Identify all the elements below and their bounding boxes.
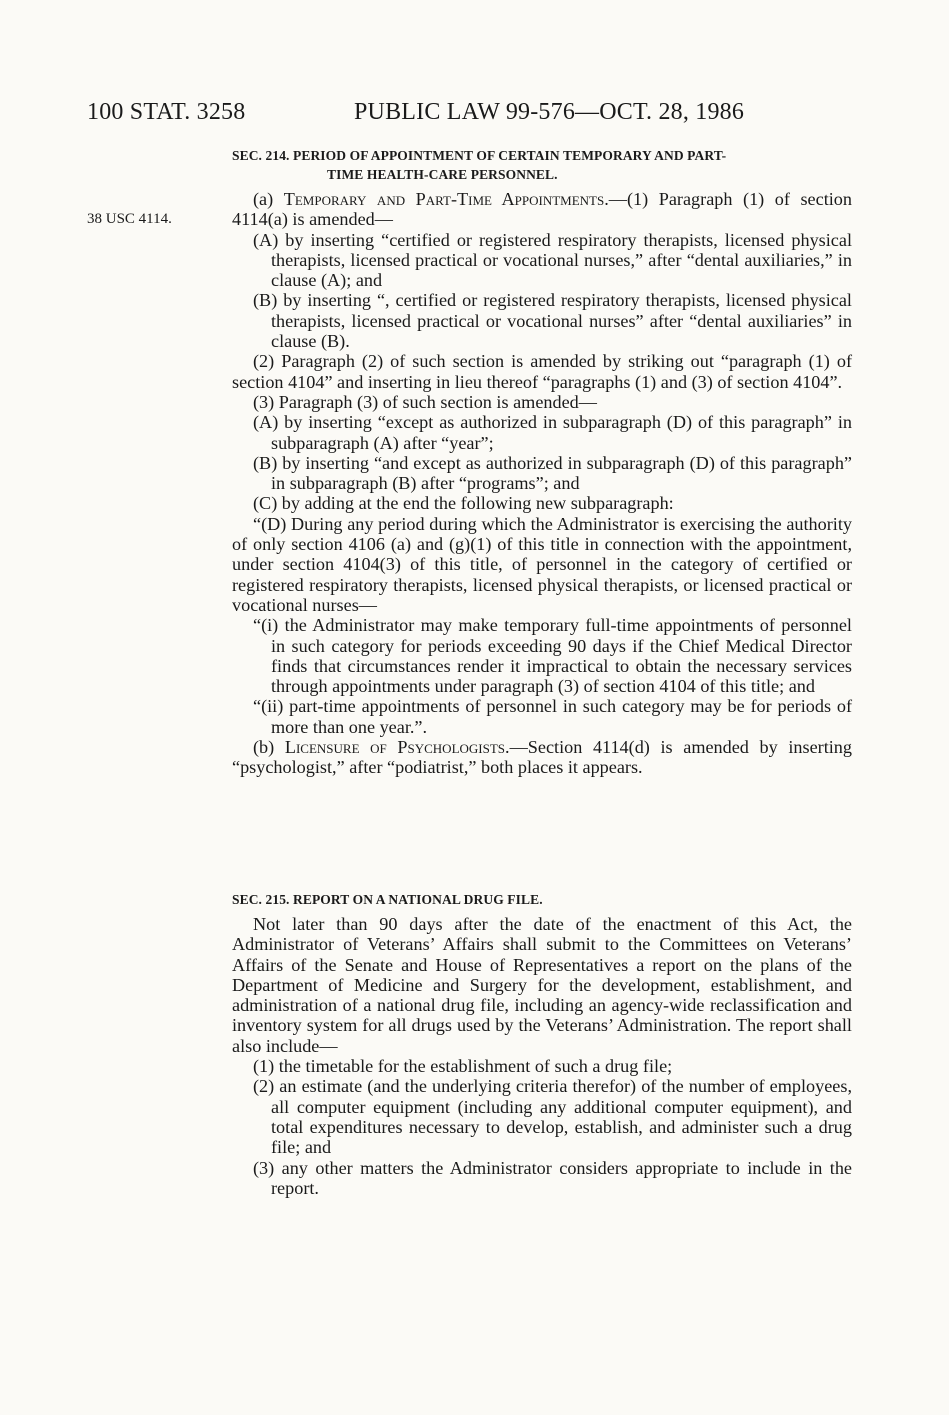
clause-a1A: (A) by inserting “certified or registered respiratory therapists, licensed physical therapists, licensed practical or vocational nurses,” after “dental auxiliaries,” in clause (A); and	[253, 229, 852, 291]
list-item-3: (3) any other matters the Administrator considers appropriate to include in the report.	[253, 1157, 852, 1198]
section-214-heading: SEC. 214. PERIOD OF APPOINTMENT OF CERTAIN TEMPORARY AND PART-	[232, 148, 727, 163]
subsection-b-label: (b)	[253, 737, 285, 758]
clause-a3C: (C) by adding at the end the following new subparagraph:	[253, 493, 674, 514]
list-item-1: (1) the timetable for the establishment of such a drug file;	[253, 1056, 673, 1077]
subsection-a	[232, 189, 852, 230]
subsection-b-caption: Licensure of Psychologists.	[284, 737, 510, 758]
section-215-body	[232, 914, 852, 1198]
section-215-intro: Not later than 90 days after the date of the enactment of this Act, the Administrator of Veterans’ Affairs shall submit to the Committees on Veterans’ Affairs of the Senate and House of Representatives a report on the plans of the Department of Medicine and Surgery for the development, establishment, and administration of a national drug file, including an agency-wide reclassification and inventory system for all drugs used by the Veterans’ Administration. The report shall also include—	[232, 914, 852, 1056]
subsection-b-text: —Section 4114(d) is amended by inserting “psychologist,” after “podiatrist,” both places it appears.	[232, 737, 852, 778]
running-header: PUBLIC LAW 99-576—OCT. 28, 1986	[354, 99, 745, 125]
subsection-a-caption: Temporary and Part-Time Appointments.	[283, 189, 609, 209]
subsection-b	[232, 737, 852, 778]
subsection-a-text: —(1) Paragraph (1) of section 4114(a) is amended—	[232, 189, 852, 230]
section-214-heading-continued: TIME HEALTH-CARE PERSONNEL.	[327, 167, 558, 182]
margin-citation: 38 USC 4114.	[87, 211, 172, 227]
paragraph-a3: (3) Paragraph (3) of such section is amended—	[253, 391, 597, 412]
section-214-body	[232, 189, 852, 778]
clause-D-i: “(i) the Administrator may make temporary full-time appointments of personnel in such category for periods exceeding 90 days if the Chief Medical Director finds that circumstances render it impractical to obtain the necessary services through appointments under paragraph (3) of section 4104 of this title; and	[253, 615, 852, 697]
statute-page-number: 100 STAT. 3258	[87, 99, 246, 125]
subsection-a-label: (a)	[253, 189, 284, 209]
list-item-2: (2) an estimate (and the underlying criteria therefor) of the number of employees, all computer equipment (including any additional computer equipment), and total expenditures necessary to develop, establish, and administer such a drug file; and	[253, 1076, 852, 1158]
clause-D-ii: “(ii) part-time appointments of personnel in such category may be for periods of more than one year.”.	[253, 696, 852, 737]
subparagraph-D: “(D) During any period during which the Administrator is exercising the authority of only section 4106 (a) and (g)(1) of this title in connection with the appointment, under section 4104(3) of this title, of personnel in the category of certified or registered respiratory therapists, licensed physical therapists, or licensed practical or vocational nurses—	[232, 513, 852, 615]
paragraph-a2: (2) Paragraph (2) of such section is amended by striking out “paragraph (1) of section 4104” and inserting in lieu thereof “paragraphs (1) and (3) of section 4104”.	[232, 351, 852, 392]
clause-a1B: (B) by inserting “, certified or registered respiratory therapists, licensed physical therapists, licensed practical or vocational nurses” after “dental auxiliaries” in clause (B).	[253, 290, 852, 352]
section-215-heading: SEC. 215. REPORT ON A NATIONAL DRUG FILE.	[232, 892, 543, 907]
clause-a3A: (A) by inserting “except as authorized in subparagraph (D) of this paragraph” in subparagraph (A) after “year”;	[253, 412, 852, 453]
clause-a3B: (B) by inserting “and except as authorized in subparagraph (D) of this paragraph” in subparagraph (B) after “programs”; and	[253, 452, 852, 494]
